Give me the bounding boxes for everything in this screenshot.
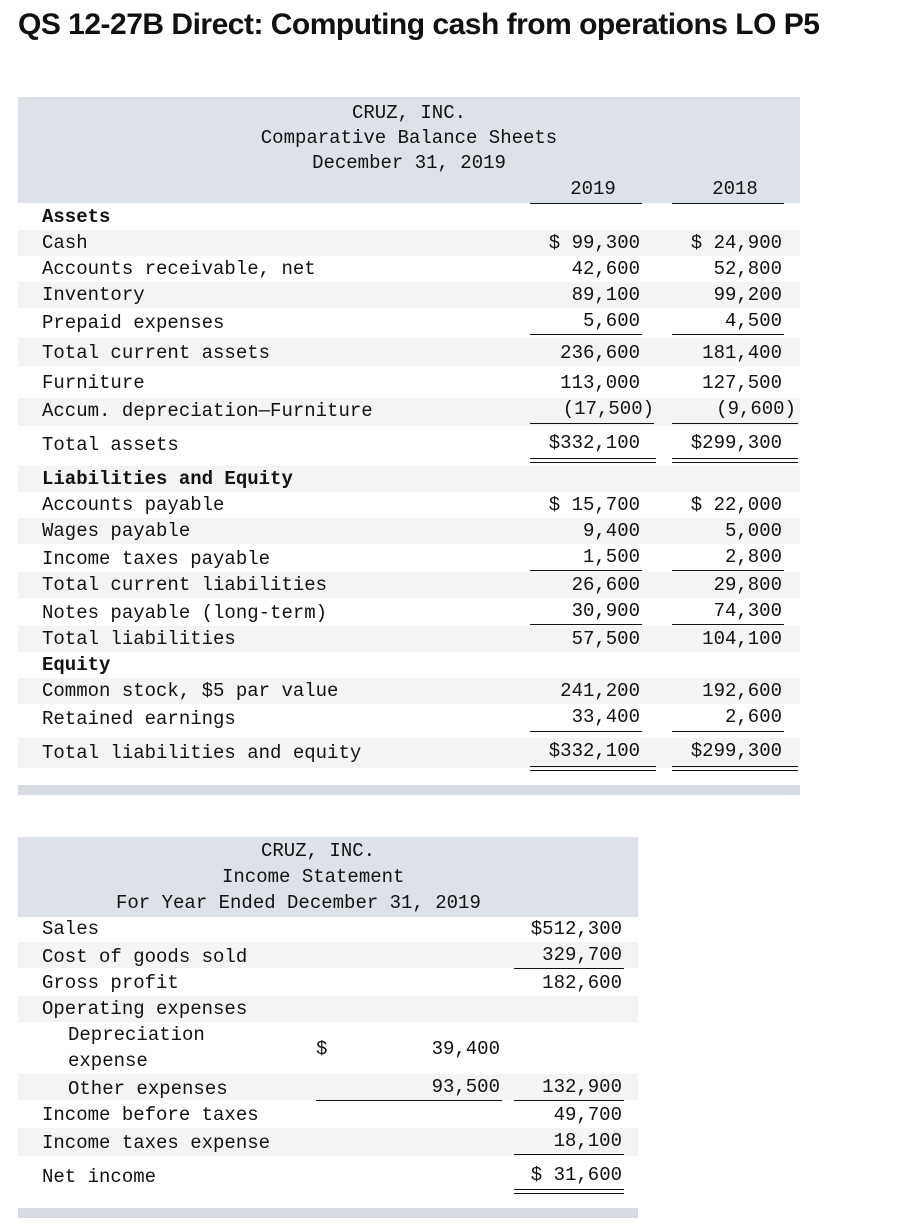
ta-2018: $299,300 — [690, 432, 782, 454]
accum-2019: (17,500) — [562, 398, 654, 420]
sales-label: Sales — [42, 918, 100, 940]
col-header-2019-rule — [530, 203, 642, 204]
itp-2019: 1,500 — [582, 546, 640, 568]
tl-label: Total liabilities — [42, 628, 236, 650]
tca-2019: 236,600 — [560, 342, 640, 364]
subtotal-rule — [530, 423, 654, 424]
subtotal-rule — [530, 731, 642, 732]
tle-2019: $332,100 — [548, 740, 640, 762]
subtotal-rule — [530, 624, 642, 625]
cs-2019: 241,200 — [560, 680, 640, 702]
tle-2018: $299,300 — [690, 740, 782, 762]
other-label: Other expenses — [68, 1078, 228, 1100]
wages-2019: 9,400 — [582, 520, 640, 542]
col-header-2019: 2019 — [570, 178, 616, 200]
sales-value: $512,300 — [530, 918, 622, 940]
accum-label: Accum. depreciation—Furniture — [42, 400, 373, 422]
re-2019: 33,400 — [571, 706, 640, 728]
notes-label: Notes payable (long-term) — [42, 602, 328, 624]
subtotal-rule — [672, 423, 798, 424]
wages-label: Wages payable — [42, 520, 191, 542]
ite-value: 18,100 — [553, 1130, 622, 1152]
subtotal-rule — [514, 1154, 624, 1155]
gross-value: 182,600 — [542, 972, 622, 994]
prepaid-label: Prepaid expenses — [42, 312, 225, 334]
cash-2019: $ 99,300 — [548, 232, 640, 254]
dep-dollar-sign: $ — [316, 1038, 328, 1060]
total-double-rule — [672, 458, 798, 463]
ibt-value: 49,700 — [553, 1104, 622, 1126]
subtotal-rule — [672, 334, 784, 335]
subtotal-rule — [530, 570, 642, 571]
wages-2018: 5,000 — [724, 520, 782, 542]
bs-company: CRUZ, INC. — [351, 102, 467, 124]
inventory-2018: 99,200 — [713, 284, 782, 306]
subtotal-rule — [672, 731, 784, 732]
bs-date: December 31, 2019 — [312, 152, 506, 174]
tl-2019: 57,500 — [571, 628, 640, 650]
is-title: Income Statement — [222, 866, 405, 888]
ar-2019: 42,600 — [571, 258, 640, 280]
table-footer-bar — [18, 785, 800, 795]
tcl-2018: 29,800 — [713, 574, 782, 596]
subtotal-rule — [514, 1100, 624, 1101]
ap-label: Accounts payable — [42, 494, 225, 516]
cs-label: Common stock, $5 par value — [42, 680, 339, 702]
re-2018: 2,600 — [724, 706, 782, 728]
other-value: 132,900 — [542, 1076, 622, 1098]
tca-label: Total current assets — [42, 342, 271, 364]
table-footer-bar — [18, 1208, 638, 1218]
col-header-2018-rule — [672, 203, 784, 204]
col-header-2018: 2018 — [712, 178, 758, 200]
gross-label: Gross profit — [42, 972, 179, 994]
inventory-label: Inventory — [42, 284, 145, 306]
equity-heading: Equity — [42, 654, 111, 676]
total-double-rule — [530, 458, 656, 463]
subtotal-rule — [672, 570, 784, 571]
bs-title: Comparative Balance Sheets — [260, 127, 558, 149]
dep-inner: 39,400 — [431, 1038, 500, 1060]
ta-label: Total assets — [42, 434, 179, 456]
total-double-rule — [514, 1189, 624, 1194]
ap-2019: $ 15,700 — [548, 494, 640, 516]
ni-label: Net income — [42, 1166, 157, 1188]
notes-2019: 30,900 — [571, 600, 640, 622]
cs-2018: 192,600 — [702, 680, 782, 702]
cash-label: Cash — [42, 232, 88, 254]
dep-label-line2: expense — [68, 1050, 148, 1072]
prepaid-2019: 5,600 — [582, 310, 640, 332]
is-period: For Year Ended December 31, 2019 — [116, 892, 481, 914]
ta-2019: $332,100 — [548, 432, 640, 454]
furniture-2018: 127,500 — [702, 372, 782, 394]
prepaid-2018: 4,500 — [724, 310, 782, 332]
ar-2018: 52,800 — [713, 258, 782, 280]
re-label: Retained earnings — [42, 708, 236, 730]
dep-label-line1: Depreciation — [68, 1024, 205, 1046]
ap-2018: $ 22,000 — [690, 494, 782, 516]
ibt-label: Income before taxes — [42, 1104, 259, 1126]
assets-heading: Assets — [42, 206, 111, 228]
tle-label: Total liabilities and equity — [42, 742, 362, 764]
tcl-label: Total current liabilities — [42, 574, 328, 596]
other-inner: 93,500 — [431, 1076, 500, 1098]
cogs-label: Cost of goods sold — [42, 946, 248, 968]
itp-2018: 2,800 — [724, 546, 782, 568]
furniture-2019: 113,000 — [560, 372, 640, 394]
subtotal-rule — [530, 334, 642, 335]
inventory-2019: 89,100 — [571, 284, 640, 306]
tl-2018: 104,100 — [702, 628, 782, 650]
accum-2018: (9,600) — [716, 398, 796, 420]
subtotal-rule — [316, 1100, 502, 1101]
tca-2018: 181,400 — [702, 342, 782, 364]
ite-label: Income taxes expense — [42, 1132, 271, 1154]
total-double-rule — [672, 766, 798, 771]
notes-2018: 74,300 — [713, 600, 782, 622]
opex-heading: Operating expenses — [42, 998, 248, 1020]
is-company: CRUZ, INC. — [261, 840, 376, 862]
furniture-label: Furniture — [42, 372, 145, 394]
total-double-rule — [530, 766, 656, 771]
ni-value: $ 31,600 — [530, 1164, 622, 1186]
cash-2018: $ 24,900 — [690, 232, 782, 254]
subtotal-rule — [514, 968, 624, 969]
subtotal-rule — [672, 624, 784, 625]
tcl-2019: 26,600 — [571, 574, 640, 596]
ar-label: Accounts receivable, net — [42, 258, 316, 280]
le-heading: Liabilities and Equity — [42, 468, 293, 490]
itp-label: Income taxes payable — [42, 548, 271, 570]
page-heading: QS 12-27B Direct: Computing cash from operations LO P5 — [18, 8, 820, 41]
cogs-value: 329,700 — [542, 944, 622, 966]
